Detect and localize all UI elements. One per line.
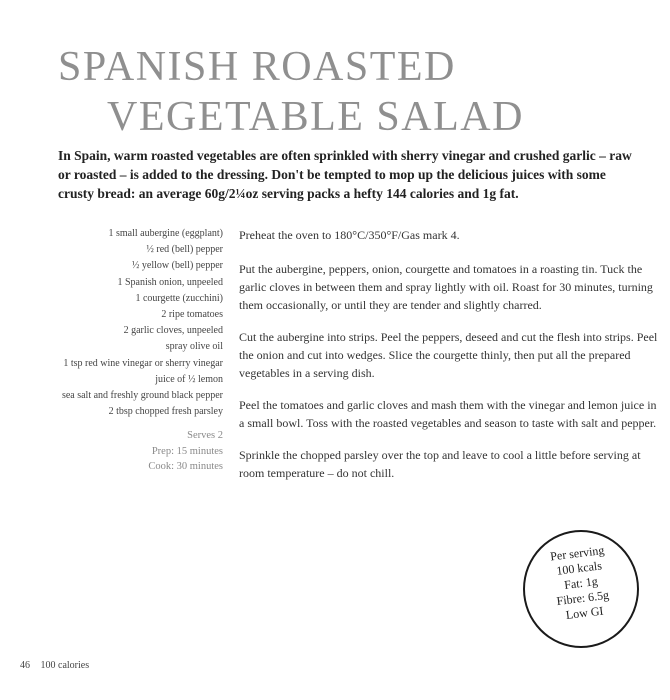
method-step: Cut the aubergine into strips. Peel the peppers, deseed and cut the flesh into strips. Peel the onion and cut into wedges. Slice the courgette thinly, then put all the prepared vegetables in a serving dish. [239, 330, 658, 380]
ingredient-item: ½ red (bell) pepper [146, 244, 223, 256]
recipe-intro: In Spain, warm roasted vegetables are often sprinkled with sherry vinegar and crushed garlic – raw or roasted – is added to the dressing. Don't be tempted to mop up the delicious juices with some crusty bread: an average 60g/2¼oz serving packs a hefty 144 calories and 1g fat. [58, 148, 632, 201]
ingredient-item: 1 tsp red wine vinegar or sherry vinegar [63, 357, 223, 369]
nutrition-heading: Per serving [549, 542, 606, 564]
ingredient-item: spray olive oil [165, 341, 223, 353]
ingredient-item: ½ yellow (bell) pepper [131, 260, 223, 272]
method-step: Preheat the oven to 180°C/350°F/Gas mark 4. [239, 228, 460, 242]
nutrition-fat: Fat: 1g [563, 574, 599, 593]
ingredient-list [20, 226, 223, 420]
ingredient-item: 1 small aubergine (eggplant) [108, 228, 223, 239]
nutrition-kcals: 100 kcals [555, 558, 603, 578]
recipe-title-line-1: SPANISH ROASTED [58, 44, 456, 90]
recipe-title [58, 42, 524, 142]
ingredient-item: 2 ripe tomatoes [161, 309, 223, 321]
prep-time: Prep: 15 minutes [151, 445, 223, 457]
ingredient-item: juice of ½ lemon [155, 373, 223, 385]
nutrition-fibre: Fibre: 6.5g [555, 587, 610, 609]
nutrition-gi: Low GI [565, 603, 605, 623]
page-number: 46 [20, 660, 30, 671]
cook-time: Cook: 30 minutes [148, 461, 223, 472]
ingredient-item: 2 tbsp chopped fresh parsley [108, 406, 223, 418]
recipe-title-line-2: VEGETABLE SALAD [107, 94, 524, 140]
nutrition-badge-text [521, 539, 641, 627]
recipe-meta [20, 428, 223, 475]
ingredient-item: 1 Spanish onion, unpeeled [117, 276, 223, 288]
ingredient-item: 2 garlic cloves, unpeeled [123, 325, 223, 337]
ingredient-item: 1 courgette (zucchini) [135, 292, 223, 304]
method-step: Sprinkle the chopped parsley over the top and leave to cool a little before serving at room temperature – do not chill. [239, 448, 641, 480]
ingredient-item: sea salt and freshly ground black pepper [61, 390, 223, 402]
section-name: 100 calories [40, 660, 90, 671]
method-step: Put the aubergine, peppers, onion, courgette and tomatoes in a roasting tin. Tuck the garlic cloves in between them and spray lightly with oil. Roast for 30 minutes, turning them occasionally, or until they are tender and slightly charred. [239, 262, 653, 312]
nutrition-badge [523, 530, 639, 648]
serves-info: Serves 2 [187, 430, 223, 441]
method-step: Peel the tomatoes and garlic cloves and mash them with the vinegar and lemon juice in a small bowl. Toss with the roasted vegetables and season to taste with salt and pepper. [239, 398, 657, 430]
method-steps [239, 226, 659, 482]
page-footer [20, 660, 89, 671]
